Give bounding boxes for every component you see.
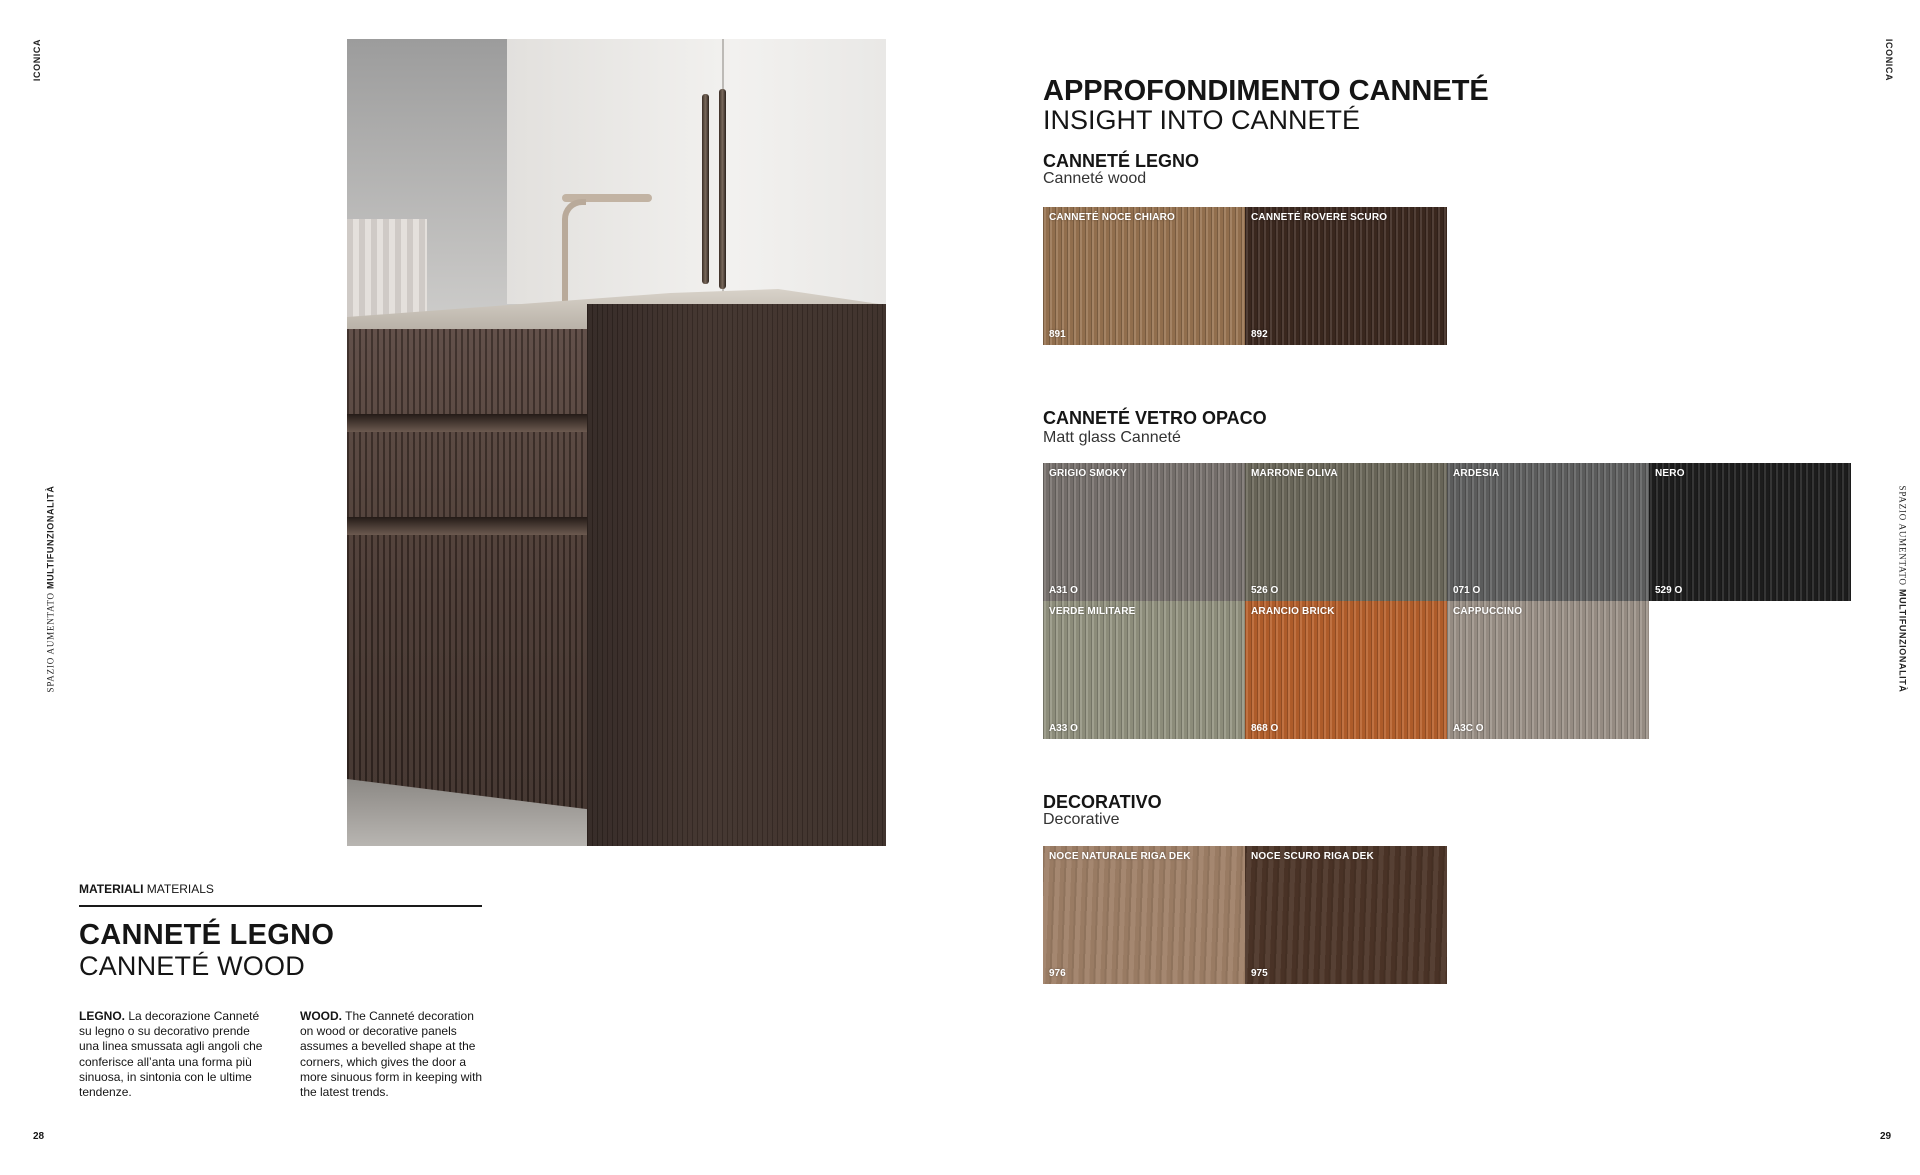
swatch-name: CANNETÉ ROVERE SCURO [1251, 212, 1388, 223]
paragraph-italian [79, 1009, 264, 1100]
margin-label-right-mid [1897, 486, 1907, 693]
margin-bold-right: MULTIFUNZIONALITÀ [1897, 588, 1908, 693]
paragraph-italian-text: La decorazione Canneté su legno o su decorativo prende una linea smussata agli angoli che conferisce all’anta una forma più sinuosa, in sintonia con le ultime tendenze. [79, 1009, 263, 1100]
swatch-code: 526 O [1251, 585, 1279, 596]
paragraph-english-lead: WOOD. [300, 1009, 342, 1023]
divider [79, 905, 482, 907]
section-title-glass: CANNETÉ VETRO OPACO [1043, 408, 1267, 428]
swatch-name: MARRONE OLIVA [1251, 468, 1338, 479]
swatch-name: NERO [1655, 468, 1685, 479]
page-number-right: 29 [1880, 1131, 1892, 1142]
paragraph-english [300, 1009, 485, 1100]
swatch-name: CAPPUCCINO [1453, 606, 1523, 617]
swatch-name: NOCE NATURALE RIGA DEK [1049, 851, 1191, 862]
materials-heading-it: MATERIALI [79, 882, 144, 896]
margin-serif-right: SPAZIO AUMENTATO [1897, 485, 1908, 586]
swatch-name: VERDE MILITARE [1049, 606, 1136, 617]
swatch-name: ARDESIA [1453, 468, 1500, 479]
swatch-code: 976 [1049, 968, 1066, 979]
swatch-code: 891 [1049, 329, 1066, 340]
swatch-card [1043, 601, 1245, 739]
swatch-name: ARANCIO BRICK [1251, 606, 1335, 617]
insight-title: APPROFONDIMENTO CANNETÉ [1043, 75, 1489, 107]
page-subtitle: CANNETÉ WOOD [79, 951, 305, 981]
page-number-left: 28 [33, 1131, 45, 1142]
swatch-code: 975 [1251, 968, 1268, 979]
section-subtitle-glass: Matt glass Canneté [1043, 429, 1181, 446]
swatch-card [1245, 463, 1447, 601]
swatch-name: GRIGIO SMOKY [1049, 468, 1127, 479]
insight-subtitle: INSIGHT INTO CANNETÉ [1043, 105, 1361, 135]
swatch-code: A31 O [1049, 585, 1078, 596]
section-title-wood: CANNETÉ LEGNO [1043, 151, 1200, 171]
swatch-card [1245, 846, 1447, 984]
swatch-name: NOCE SCURO RIGA DEK [1251, 851, 1374, 862]
margin-bold-left: MULTIFUNZIONALITÀ [45, 485, 56, 590]
margin-label-right-top: ICONICA [1884, 38, 1895, 82]
margin-serif-left: SPAZIO AUMENTATO [45, 592, 56, 693]
section-subtitle-decorative: Decorative [1043, 811, 1120, 828]
swatch-card [1043, 207, 1245, 345]
swatch-card [1649, 463, 1851, 601]
swatch-card [1043, 846, 1245, 984]
swatch-code: 529 O [1655, 585, 1683, 596]
swatch-code: A3C O [1453, 723, 1484, 734]
swatch-card [1043, 463, 1245, 601]
swatch-card [1447, 601, 1649, 739]
kitchen-photo [347, 39, 886, 846]
swatch-name: CANNETÉ NOCE CHIARO [1049, 212, 1176, 223]
paragraph-english-text: The Canneté decoration on wood or decorative panels assumes a bevelled shape at the corners, which gives the door a more sinuous form in keeping with the latest trends. [300, 1009, 483, 1100]
swatch-code: 892 [1251, 329, 1268, 340]
swatch-card [1447, 463, 1649, 601]
swatch-code: A33 O [1049, 723, 1078, 734]
materials-heading-en: MATERIALS [146, 882, 214, 896]
swatch-card [1245, 207, 1447, 345]
page-title: CANNETÉ LEGNO [79, 919, 335, 951]
swatch-code: 868 O [1251, 723, 1279, 734]
margin-label-left-top: ICONICA [32, 38, 43, 82]
paragraph-italian-lead: LEGNO. [79, 1009, 126, 1023]
section-subtitle-wood: Canneté wood [1043, 170, 1147, 187]
swatch-card [1245, 601, 1447, 739]
swatch-code: 071 O [1453, 585, 1481, 596]
materials-heading [79, 882, 214, 896]
margin-label-left-mid [45, 486, 55, 693]
section-title-decorative: DECORATIVO [1043, 792, 1162, 812]
